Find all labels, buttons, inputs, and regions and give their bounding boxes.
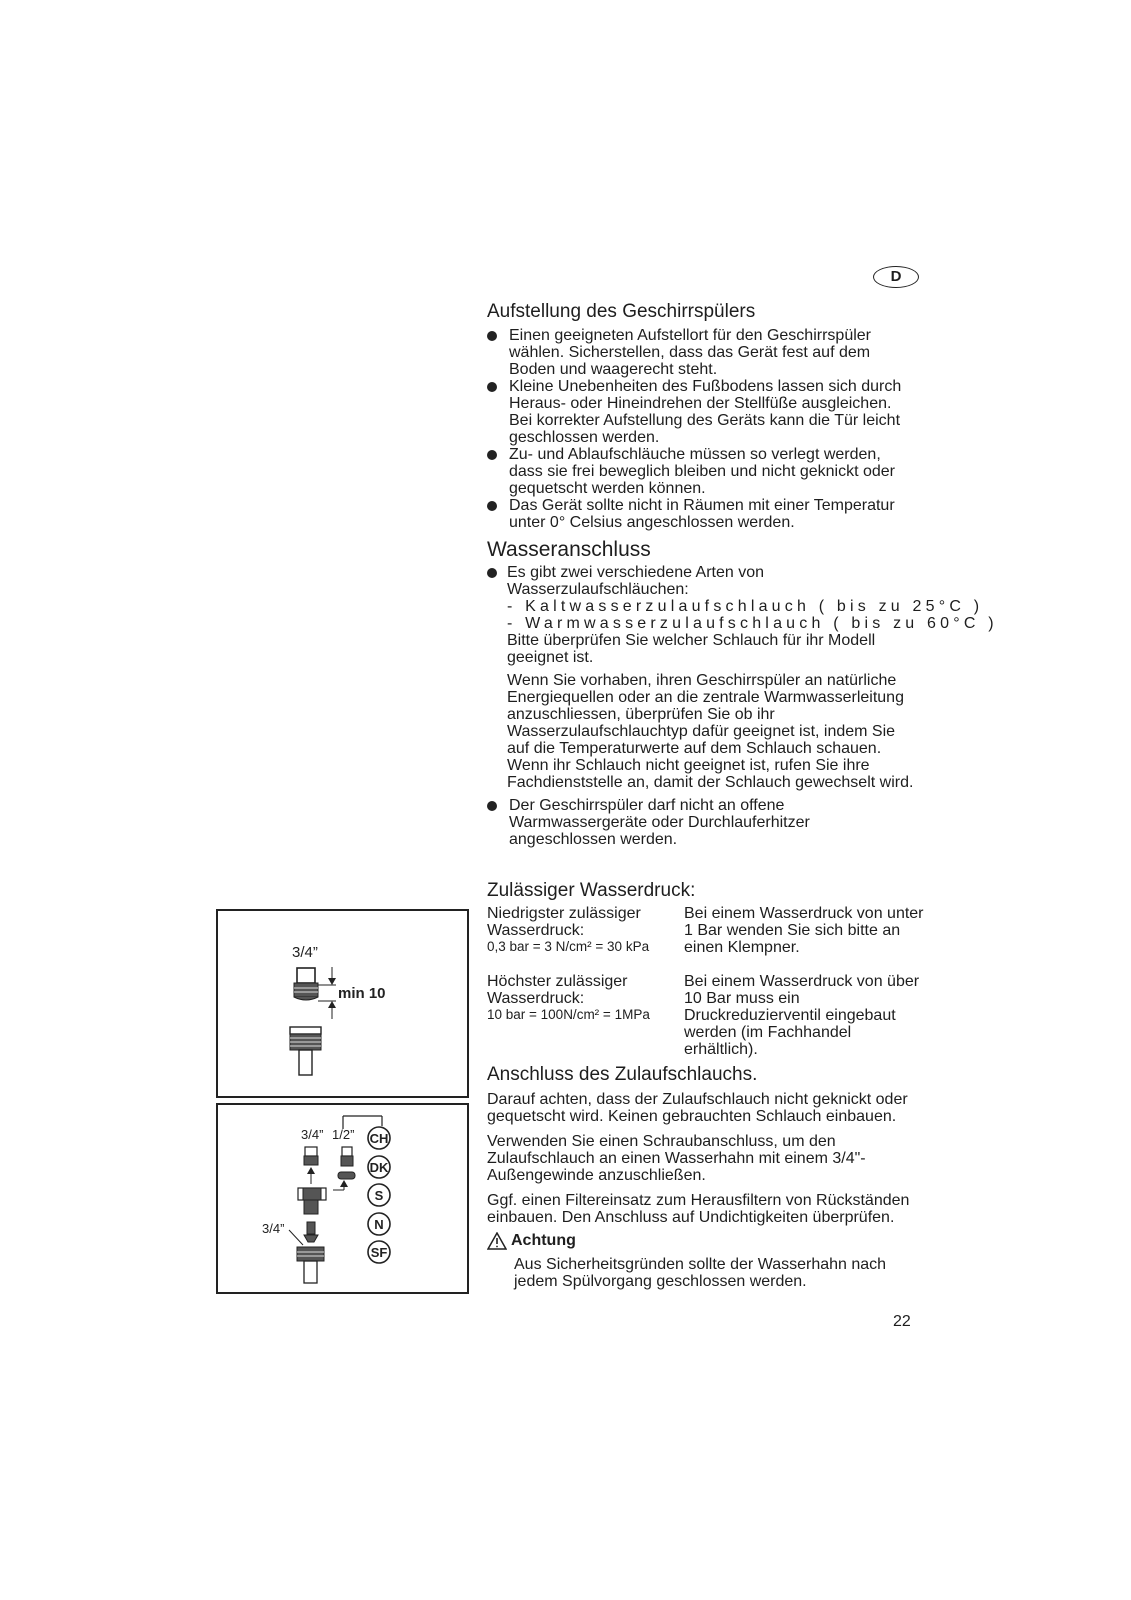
bullet-icon (487, 568, 497, 578)
list-item: Kleine Unebenheiten des Fußbodens lassen sich durch Heraus- oder Hineindrehen der Stellfüße ausgleichen. Bei korrekter Aufstellung des Geräts kann die Tür leicht geschlossen werden. (487, 378, 917, 446)
bullet-icon (487, 450, 497, 460)
figure-thread-min10 (216, 909, 469, 1098)
bullet-icon (487, 331, 497, 341)
thread-label-c: 3/4” (262, 1221, 285, 1236)
section-title: Zulässiger Wasserdruck: (487, 880, 696, 901)
max-pressure: Höchster zulässiger Wasserdruck: 10 bar = 100N/cm² = 1MPa (487, 973, 650, 1022)
language-badge: D (873, 266, 919, 288)
section-wasserdruck (487, 880, 924, 1075)
country-s: S (374, 1188, 384, 1203)
list-item: Es gibt zwei verschiedene Arten von Wasserzulaufschläuchen: - Kaltwasserzulaufschlauch ( bis zu 25°C ) - Warmwasserzulaufschlauch ( bis zu 60°C ) Bitte überprüfen Sie welcher Schlauch für ihr Modell geeignet ist. Wenn Sie vorhaben, ihren Geschirrspüler an natürliche Energiequellen oder an die zentrale Warmwasserleitung anzuschliessen, überprüfen Sie ob ihr Wasserzulaufschlauchtyp dafür geeignet ist, indem Sie auf die Temperaturwerte auf dem Schlauch schauen. Wenn ihr Schlauch nicht geeignet ist, rufen Sie ihre Fachdienststelle an, damit der Schlauch gewechselt wird. (487, 564, 917, 791)
min-pressure-note: Bei einem Wasserdruck von unter 1 Bar wenden Sie sich bitte an einen Klempner. (684, 905, 924, 956)
section-zulaufschlauch: Anschluss des Zulaufschlauchs. Darauf achten, dass der Zulaufschlauch nicht geknickt oder gequetscht wird. Keinen gebrauchten Schlauch einbauen. Verwenden Sie einen Schraubanschluss, um den Zulaufschlauch an einen Wasserhahn mit einem 3/4"-Außengewinde anzuschließen. Ggf. einen Filtereinsatz zum Herausfiltern von Rückständen einbauen. Den Anschluss auf Undichtigkeiten überprüfen. Achtung Aus Sicherheitsgründen sollte der Wasserhahn nach jedem Spülvorgang geschlossen werden. (487, 1064, 917, 1290)
bullet-icon (487, 501, 497, 511)
section-title: Aufstellung des Geschirrspülers (487, 301, 756, 322)
list-item: Der Geschirrspüler darf nicht an offene Warmwassergeräte oder Durchlauferhitzer angeschlossen werden. (487, 797, 917, 848)
section-aufstellung (487, 301, 917, 531)
warning-heading: Achtung (487, 1232, 917, 1250)
country-ch: CH (369, 1131, 389, 1146)
min-pressure: Niedrigster zulässiger Wasserdruck: 0,3 bar = 3 N/cm² = 30 kPa (487, 905, 650, 954)
country-n: N (374, 1217, 384, 1232)
bullet-icon (487, 801, 497, 811)
list-item: Das Gerät sollte nicht in Räumen mit einer Temperatur unter 0° Celsius angeschlossen werden. (487, 497, 917, 531)
country-dk: DK (369, 1160, 389, 1175)
bullet-icon (487, 382, 497, 392)
thread-label-a: 3/4” (301, 1127, 324, 1142)
warning-icon (487, 1232, 507, 1250)
thread-label-b: 1/2” (332, 1127, 355, 1142)
max-pressure-note: Bei einem Wasserdruck von über 10 Bar muss ein Druckreduzierventil eingebaut werden (im Fachhandel erhältlich). (684, 973, 920, 1058)
min-label: min 10 (338, 985, 386, 1002)
list-item: Zu- und Ablaufschläuche müssen so verlegt werden, dass sie frei beweglich bleiben und nicht geknickt oder gequetscht werden können. (487, 446, 917, 497)
figure-connector-variants (216, 1103, 469, 1294)
section-title: Wasseranschluss (487, 538, 651, 561)
list-item: Einen geeigneten Aufstellort für den Geschirrspüler wählen. Sicherstellen, dass das Gerät fest auf dem Boden und waagerecht steht. (487, 327, 917, 378)
country-codes (368, 1127, 390, 1263)
section-wasseranschluss (487, 538, 998, 848)
page-number: 22 (893, 1313, 911, 1330)
thread-label: 3/4” (292, 944, 318, 961)
country-sf: SF (370, 1245, 388, 1260)
section-title: Anschluss des Zulaufschlauchs. (487, 1064, 758, 1085)
